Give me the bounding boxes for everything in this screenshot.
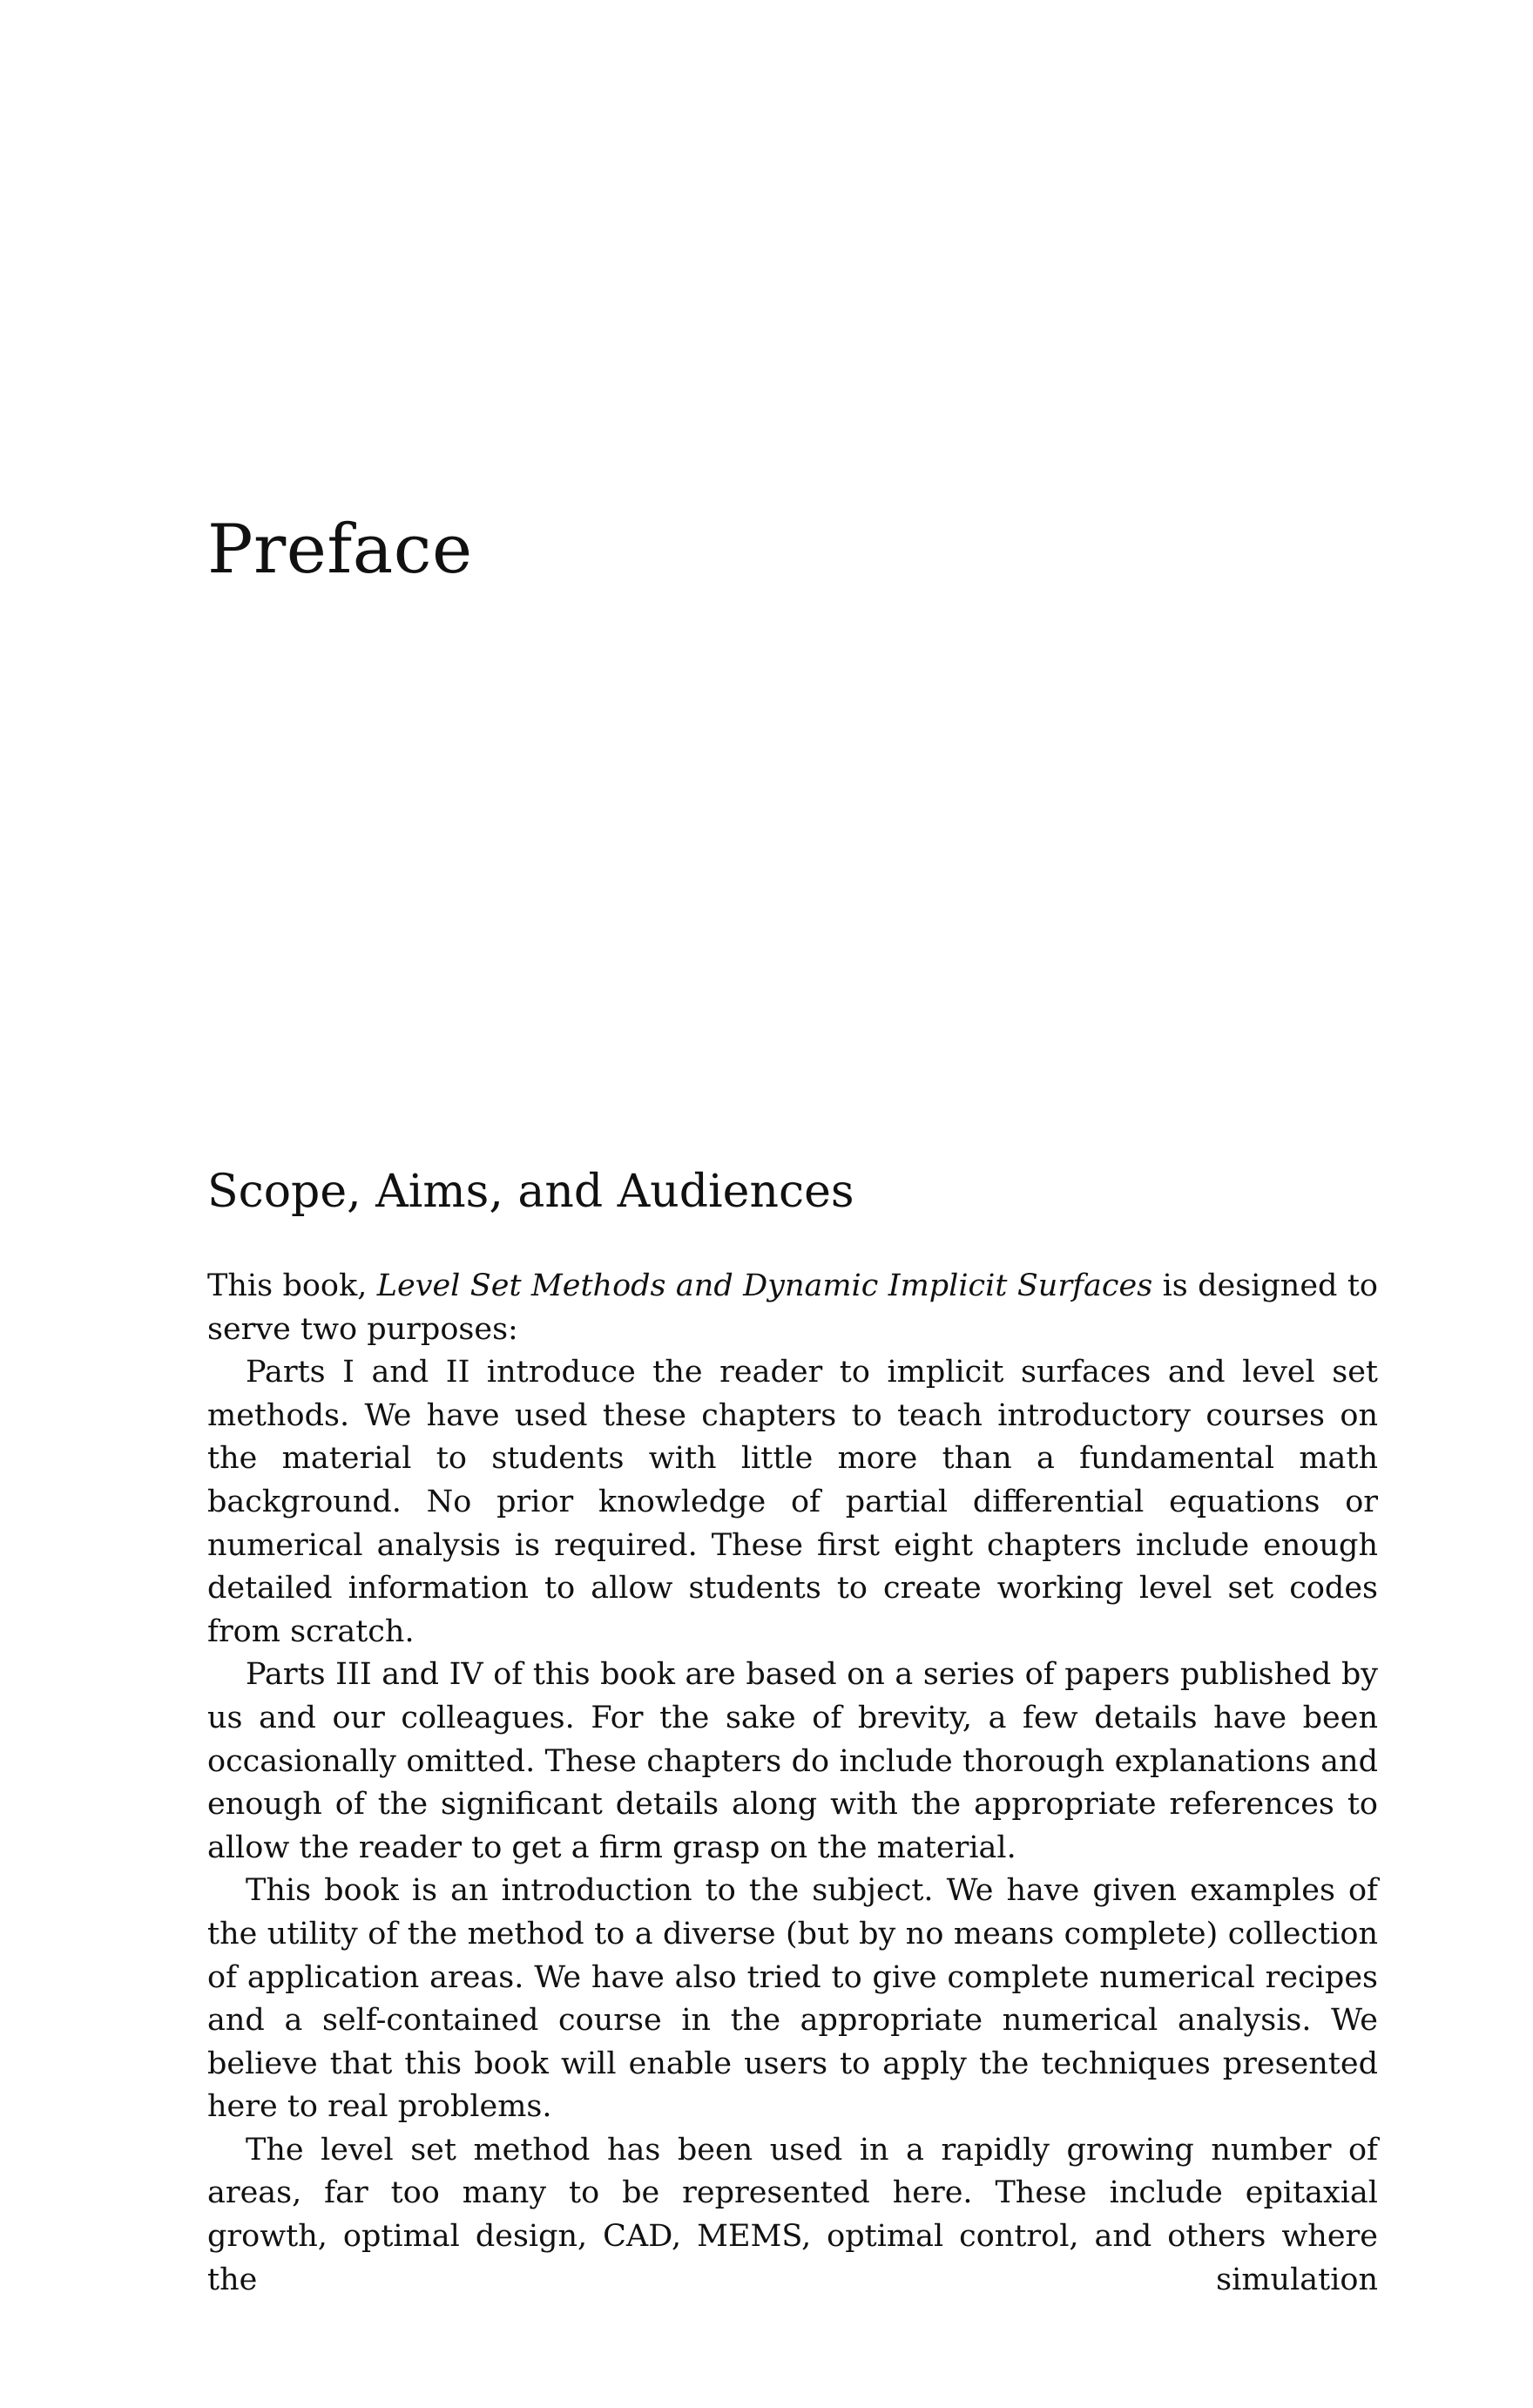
body-text — [207, 1265, 1378, 2302]
page-title: Preface — [207, 511, 473, 589]
paragraph-intro — [207, 1265, 1378, 1351]
paragraph-intro-lead: This book, — [207, 1268, 377, 1303]
paragraph-introduction: This book is an introduction to the subject. We have given examples of the utility of the method to a diverse (but by no means complete) collection of application areas. We have also tried to give complete numerical recipes and a self-contained course in the appropriate numerical analysis. We believe that this book will enable users to apply the techniques presented here to real problems. — [207, 1873, 1378, 2125]
paragraph-applications: The level set method has been used in a rapidly growing number of areas, far too many to be represented here. These include epitaxial growth, optimal design, CAD, MEMS, optimal control, and others where the simulation — [207, 2132, 1378, 2297]
paragraph-parts-iii-iv: Parts III and IV of this book are based on a series of papers published by us and our colleagues. For the sake of brevity, a few details have been occasionally omitted. These chapters do include thorough explanations and enough of the significant details along with the appropriate references to allow the reader to get a firm grasp on the material. — [207, 1657, 1378, 1865]
paragraph-intro-tail: is designed to serve two purposes: — [207, 1268, 1378, 1347]
section-heading: Scope, Aims, and Audiences — [207, 1166, 854, 1218]
book-title-italic: Level Set Methods and Dynamic Implicit Surfaces — [376, 1268, 1153, 1303]
paragraph-parts-i-ii: Parts I and II introduce the reader to implicit surfaces and level set methods. We have used these chapters to teach introductory courses on the material to students with little more than a fundamental math background. No prior knowledge of partial differential equations or numerical analysis is required. These first eight chapters include enough detailed information to allow students to create working level set codes from scratch. — [207, 1355, 1378, 1649]
